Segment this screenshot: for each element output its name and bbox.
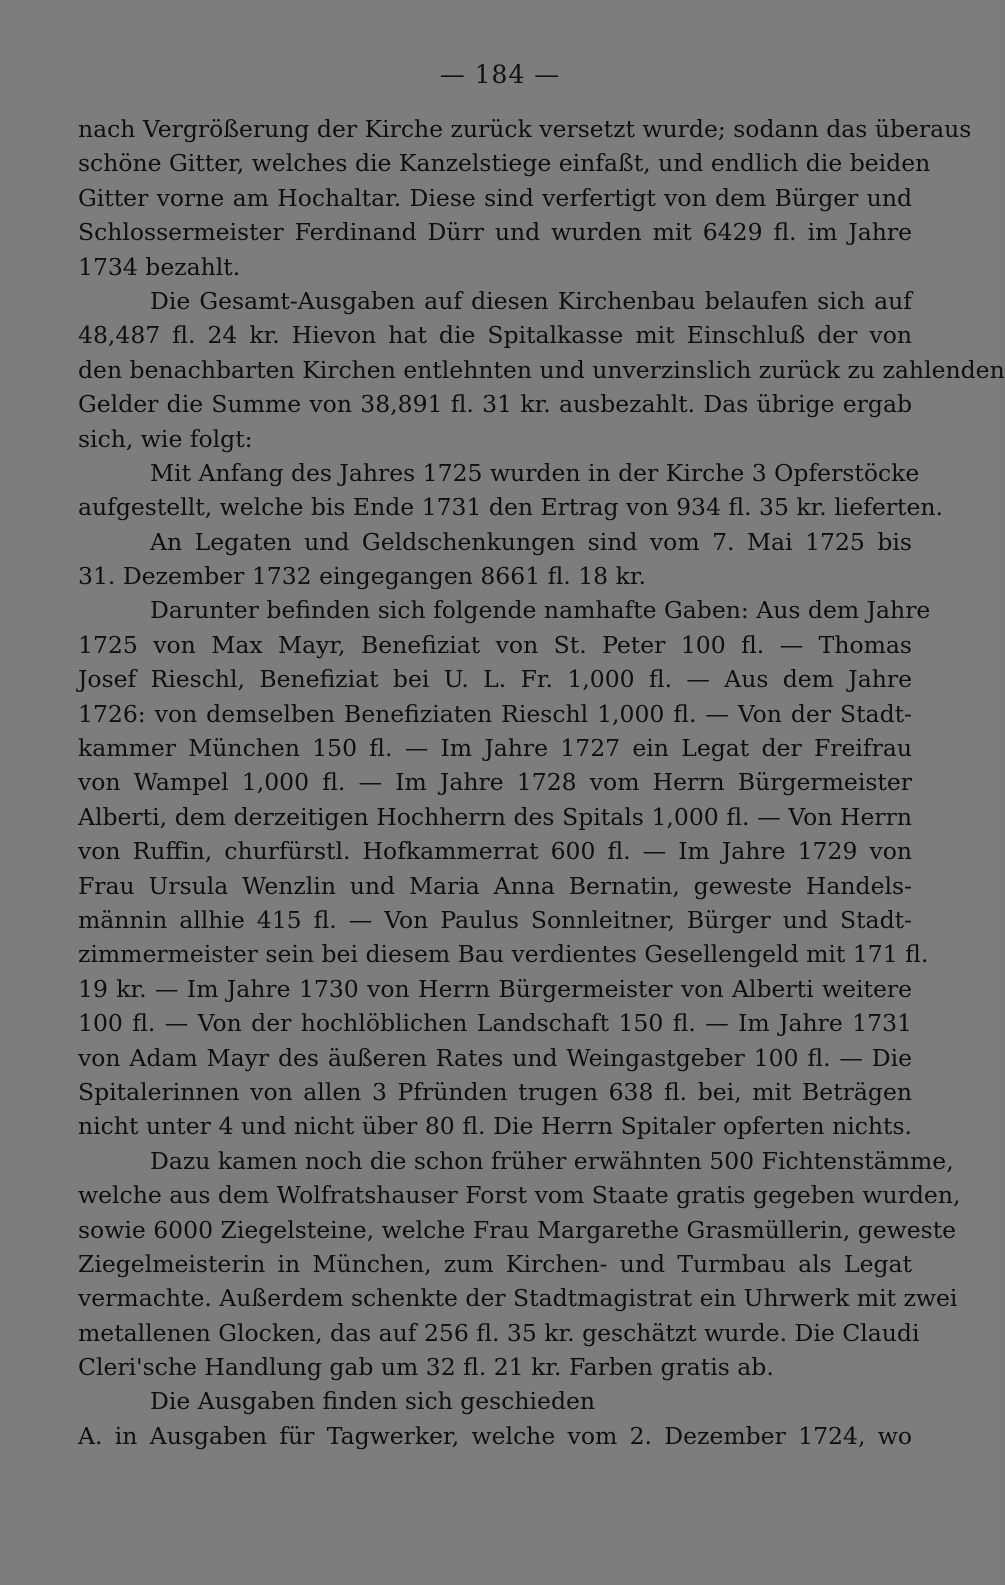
- text-line: Die Ausgaben finden sich geschieden: [150, 1387, 596, 1416]
- text-line: vermachte. Außerdem schenkte der Stadtmagistrat ein Uhrwerk mit zwei: [78, 1284, 958, 1313]
- text-line: schöne Gitter, welches die Kanzelstiege einfaßt, und endlich die beiden: [78, 149, 931, 178]
- text-line: kammer München 150 fl. — Im Jahre 1727 ein Legat der Freifrau: [78, 734, 912, 763]
- text-line: Gitter vorne am Hochaltar. Diese sind verfertigt von dem Bürger und: [78, 183, 912, 212]
- text-line: männin allhie 415 fl. — Von Paulus Sonnleitner, Bürger und Stadt-: [78, 905, 912, 934]
- text-line: aufgestellt, welche bis Ende 1731 den Ertrag von 934 fl. 35 kr. lieferten.: [78, 493, 943, 522]
- text-line: Schlossermeister Ferdinand Dürr und wurden mit 6429 fl. im Jahre: [78, 218, 912, 247]
- text-line: 1725 von Max Mayr, Benefiziat von St. Peter 100 fl. — Thomas: [78, 630, 912, 659]
- text-line: Ziegelmeisterin in München, zum Kirchen- und Turmbau als Legat: [78, 1249, 912, 1278]
- text-line: Darunter befinden sich folgende namhafte Gaben: Aus dem Jahre: [150, 596, 931, 625]
- text-line: sowie 6000 Ziegelsteine, welche Frau Margarethe Grasmüllerin, geweste: [78, 1215, 957, 1244]
- text-line: 100 fl. — Von der hochlöblichen Landschaft 150 fl. — Im Jahre 1731: [78, 1009, 912, 1038]
- text-line: sich, wie folgt:: [78, 424, 253, 453]
- text-line: Frau Ursula Wenzlin und Maria Anna Bernatin, geweste Handels-: [78, 871, 912, 900]
- text-line: von Wampel 1,000 fl. — Im Jahre 1728 vom Herrn Bürgermeister: [78, 768, 912, 797]
- text-line: nach Vergrößerung der Kirche zurück versetzt wurde; sodann das überaus: [78, 115, 972, 143]
- text-line: Die Gesamt-Ausgaben auf diesen Kirchenbau belaufen sich auf: [150, 286, 912, 315]
- text-line: welche aus dem Wolfratshauser Forst vom Staate gratis gegeben wurden,: [78, 1181, 961, 1210]
- text-line: 48,487 fl. 24 kr. Hievon hat die Spitalkasse mit Einschluß der von: [78, 321, 912, 350]
- text-line: von Adam Mayr des äußeren Rates und Weingastgeber 100 fl. — Die: [78, 1043, 912, 1072]
- text-line: An Legaten und Geldschenkungen sind vom 7. Mai 1725 bis: [150, 527, 912, 556]
- text-line: Cleri'sche Handlung gab um 32 fl. 21 kr. Farben gratis ab.: [78, 1353, 774, 1382]
- text-line: Josef Rieschl, Benefiziat bei U. L. Fr. 1,000 fl. — Aus dem Jahre: [78, 665, 912, 694]
- text-line: Gelder die Summe von 38,891 fl. 31 kr. ausbezahlt. Das übrige ergab: [78, 390, 912, 419]
- text-line: 1734 bezahlt.: [78, 252, 241, 281]
- text-line: nicht unter 4 und nicht über 80 fl. Die Herrn Spitaler opferten nichts.: [78, 1112, 912, 1141]
- text-line: zimmermeister sein bei diesem Bau verdientes Gesellengeld mit 171 fl.: [78, 940, 929, 969]
- text-line: Alberti, dem derzeitigen Hochherrn des Spitals 1,000 fl. — Von Herrn: [78, 802, 912, 831]
- text-line: von Ruffin, churfürstl. Hofkammerrat 600 fl. — Im Jahre 1729 von: [78, 837, 912, 866]
- text-line: Spitalerinnen von allen 3 Pfründen trugen 638 fl. bei, mit Beträgen: [78, 1077, 912, 1106]
- text-line: den benachbarten Kirchen entlehnten und unverzinslich zurück zu zahlenden: [78, 355, 1005, 384]
- page-number: — 184 —: [439, 60, 561, 89]
- text-line: Mit Anfang des Jahres 1725 wurden in der Kirche 3 Opferstöcke: [150, 458, 920, 487]
- text-line: A. in Ausgaben für Tagwerker, welche vom 2. Dezember 1724, wo: [78, 1421, 912, 1450]
- text-line: Dazu kamen noch die schon früher erwähnten 500 Fichtenstämme,: [150, 1146, 954, 1175]
- text-line: 1726: von demselben Benefiziaten Rieschl 1,000 fl. — Von der Stadt-: [78, 699, 912, 728]
- body-text: [78, 112, 1005, 1453]
- text-line: 31. Dezember 1732 eingegangen 8661 fl. 18 kr.: [78, 562, 646, 591]
- text-line: 19 kr. — Im Jahre 1730 von Herrn Bürgermeister von Alberti weitere: [78, 974, 912, 1003]
- text-line: metallenen Glocken, das auf 256 fl. 35 kr. geschätzt wurde. Die Claudi: [78, 1318, 920, 1347]
